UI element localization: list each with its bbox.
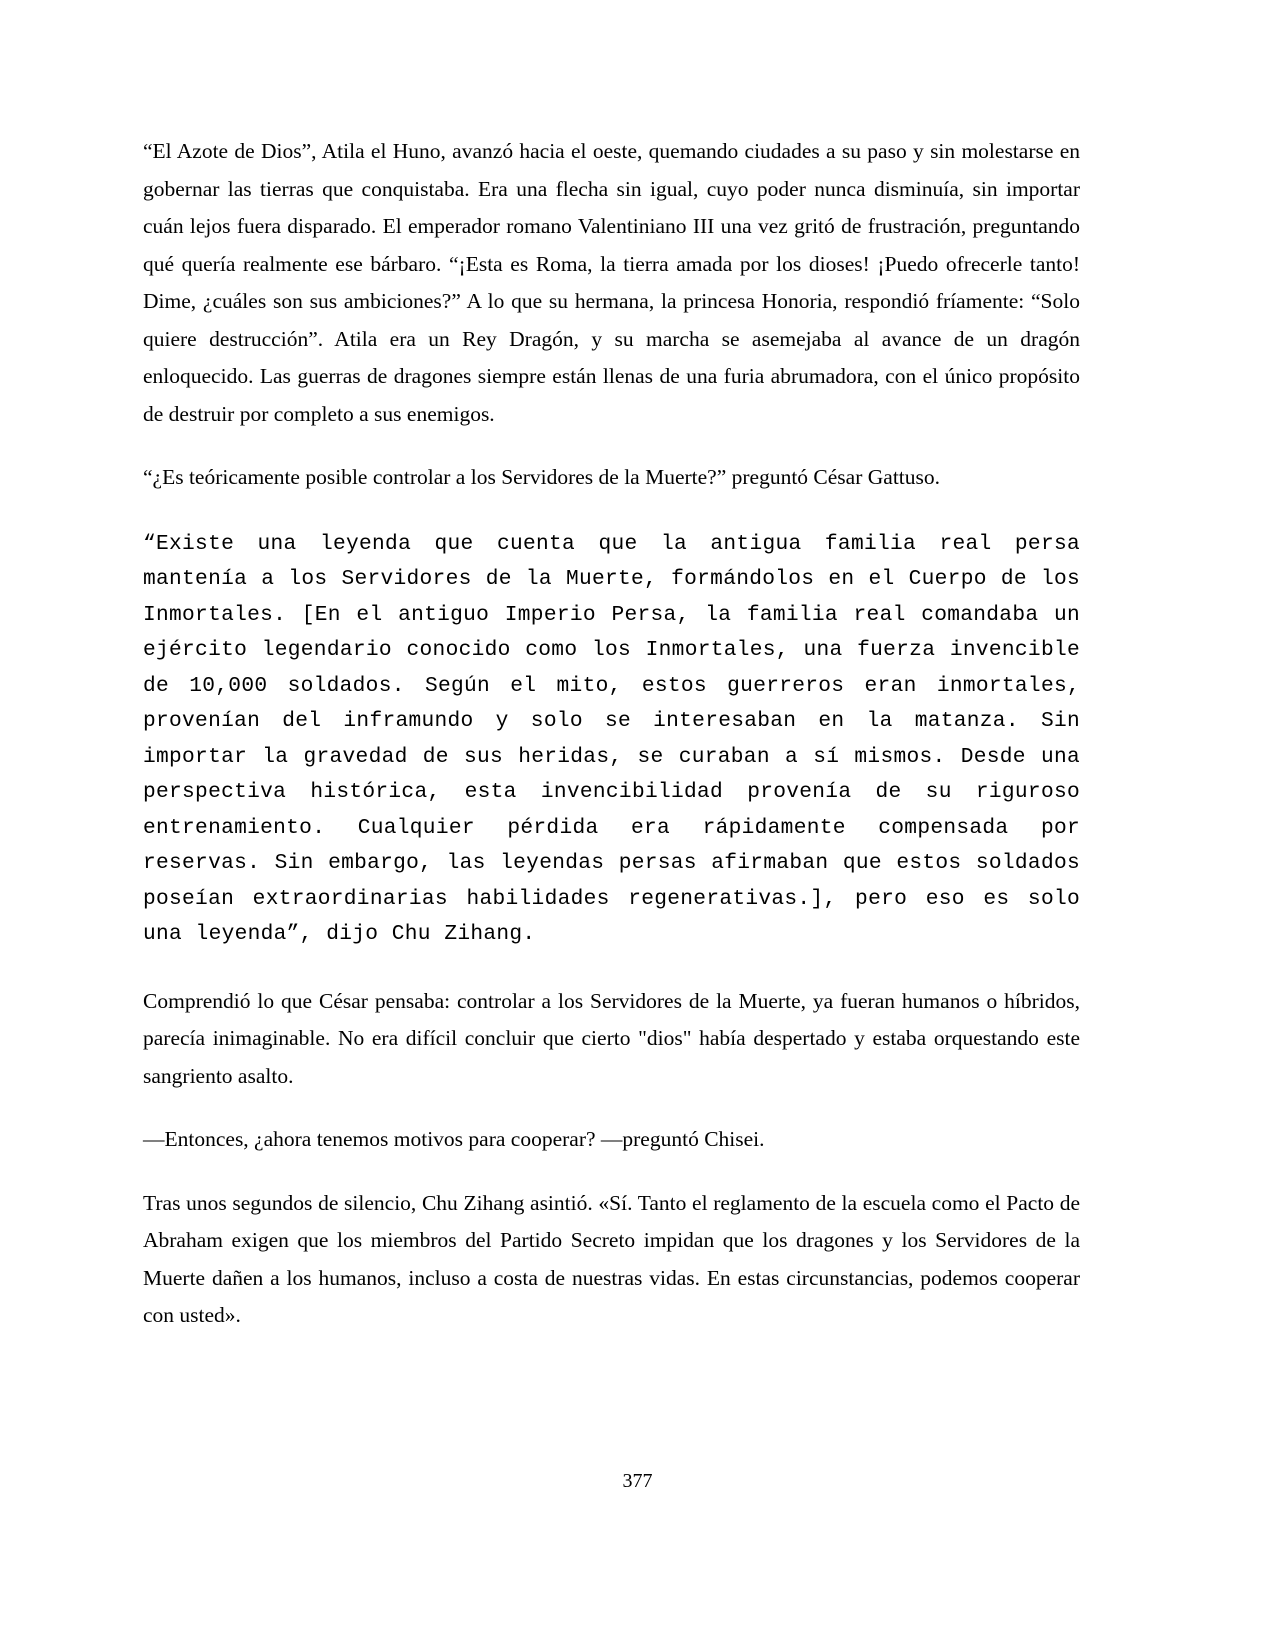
body-paragraph-5: Tras unos segundos de silencio, Chu Zihang asintió. «Sí. Tanto el reglamento de la escuela como el Pacto de Abraham exigen que los miembros del Partido Secreto impidan que los dragones y los Servidores de la Muerte dañen a los humanos, incluso a costa de nuestras vidas. En estas circunstancias, podemos cooperar con usted». [143, 1190, 1080, 1327]
page-content [143, 133, 1080, 1335]
body-paragraph-4: —Entonces, ¿ahora tenemos motivos para cooperar? —preguntó Chisei. [143, 1127, 765, 1151]
body-paragraph-2: “¿Es teóricamente posible controlar a los Servidores de la Muerte?” preguntó César Gattuso. [143, 465, 941, 489]
monospace-quote-block: “Existe una leyenda que cuenta que la antigua familia real persa mantenía a los Servidores de la Muerte, formándolos en el Cuerpo de los Inmortales. [En el antiguo Imperio Persa, la familia real comandaba un ejército legendario conocido como los Inmortales, una fuerza invencible de 10,000 soldados. Según el mito, estos guerreros eran inmortales, provenían del inframundo y solo se interesaban en la matanza. Sin importar la gravedad de sus heridas, se curaban a sí mismos. Desde una perspectiva histórica, esta invencibilidad provenía de su riguroso entrenamiento. Cualquier pérdida era rápidamente compensada por reservas. Sin embargo, las leyendas persas afirmaban que estos soldados poseían extraordinarias habilidades regenerativas.], pero eso es solo una leyenda”, dijo Chu Zihang. [143, 531, 1080, 946]
body-paragraph-3: Comprendió lo que César pensaba: controlar a los Servidores de la Muerte, ya fueran humanos o híbridos, parecía inimaginable. No era difícil concluir que cierto "dios" había despertado y estaba orquestando este sangriento asalto. [143, 988, 1080, 1088]
body-paragraph-1: “El Azote de Dios”, Atila el Huno, avanzó hacia el oeste, quemando ciudades a su paso y sin molestarse en gobernar las tierras que conquistaba. Era una flecha sin igual, cuyo poder nunca disminuía, sin importar cuán lejos fuera disparado. El emperador romano Valentiniano III una vez gritó de frustración, preguntando qué quería realmente ese bárbaro. “¡Esta es Roma, la tierra amada por los dioses! ¡Puedo ofrecerle tanto! Dime, ¿cuáles son sus ambiciones?” A lo que su hermana, la princesa Honoria, respondió fríamente: “Solo quiere destrucción”. Atila era un Rey Dragón, y su marcha se asemejaba al avance de un dragón enloquecido. Las guerras de dragones siempre están llenas de una furia abrumadora, con el único propósito de destruir por completo a sus enemigos. [143, 139, 1080, 426]
page-number: 377 [622, 1470, 653, 1492]
